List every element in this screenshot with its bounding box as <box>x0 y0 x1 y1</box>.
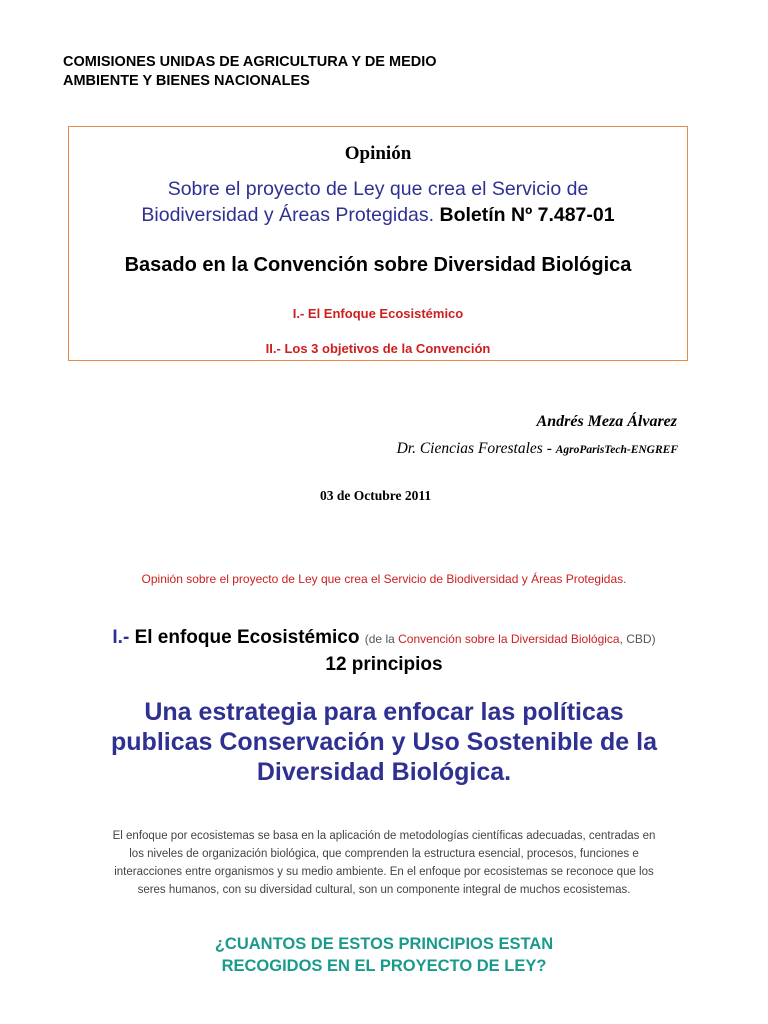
author-title: Dr. Ciencias Forestales - <box>396 440 556 457</box>
subject-text <box>69 176 687 228</box>
author-institution: AgroParisTech-ENGREF <box>555 444 678 456</box>
subject-line-2: Biodiversidad y Áreas Protegidas. <box>141 204 435 226</box>
opinion-heading: Opinión <box>344 143 412 164</box>
strategy-heading <box>60 697 708 787</box>
header-line-1: COMISIONES UNIDAS DE AGRICULTURA Y DE MEDIO <box>63 54 437 70</box>
toc-item-1: I.- El Enfoque Ecosistémico <box>292 306 464 321</box>
source-close: , CBD) <box>619 632 656 646</box>
header-line-2: AMBIENTE Y BIENES NACIONALES <box>63 73 310 89</box>
toc-item-2: II.- Los 3 objetivos de la Convención <box>265 341 491 356</box>
principles-count: 12 principios <box>325 654 443 675</box>
body-paragraph <box>95 827 673 899</box>
question-line-2: RECOGIDOS EN EL PROYECTO DE LEY? <box>221 957 547 975</box>
body-line: seres humanos, con su diversidad cultural, son un componente integral de muchos ecosistemas. <box>137 884 631 896</box>
based-on-heading: Basado en la Convención sobre Diversidad Biológica <box>124 254 632 276</box>
section-source <box>365 632 656 646</box>
document-header <box>63 53 437 91</box>
subject-line-1: Sobre el proyecto de Ley que crea el Servicio de <box>167 178 589 200</box>
source-open: (de la <box>364 632 399 646</box>
subject-line-2-row <box>69 202 687 228</box>
strategy-line-3: Diversidad Biológica. <box>256 758 512 786</box>
closing-question <box>0 933 768 977</box>
body-line: los niveles de organización biológica, que comprenden la estructura esencial, procesos, funciones e <box>129 848 639 860</box>
document-date: 03 de Octubre 2011 <box>320 488 432 503</box>
section-title: El enfoque Ecosistémico <box>134 627 360 648</box>
page-subtitle: Opinión sobre el proyecto de Ley que crea el Servicio de Biodiversidad y Áreas Protegidas. <box>141 572 627 586</box>
body-line: El enfoque por ecosistemas se basa en la aplicación de metodologías científicas adecuadas, centradas en <box>112 830 656 842</box>
section-number: I.- <box>112 627 130 648</box>
cbd-reference: Convención sobre la Diversidad Biológica <box>398 632 620 646</box>
author-name: Andrés Meza Álvarez <box>536 413 677 430</box>
boletin-number: Boletín Nº 7.487-01 <box>439 204 615 226</box>
section-heading <box>0 627 768 649</box>
title-box <box>68 126 688 361</box>
strategy-line-2: publicas Conservación y Uso Sostenible de la <box>111 728 657 756</box>
body-line: interacciones entre organismos y su medio ambiente. En el enfoque por ecosistemas se reconoce que los <box>114 866 654 878</box>
question-line-1: ¿CUANTOS DE ESTOS PRINCIPIOS ESTAN <box>214 935 554 953</box>
author-credentials <box>397 440 678 458</box>
strategy-line-1: Una estrategia para enfocar las políticas <box>144 698 624 726</box>
